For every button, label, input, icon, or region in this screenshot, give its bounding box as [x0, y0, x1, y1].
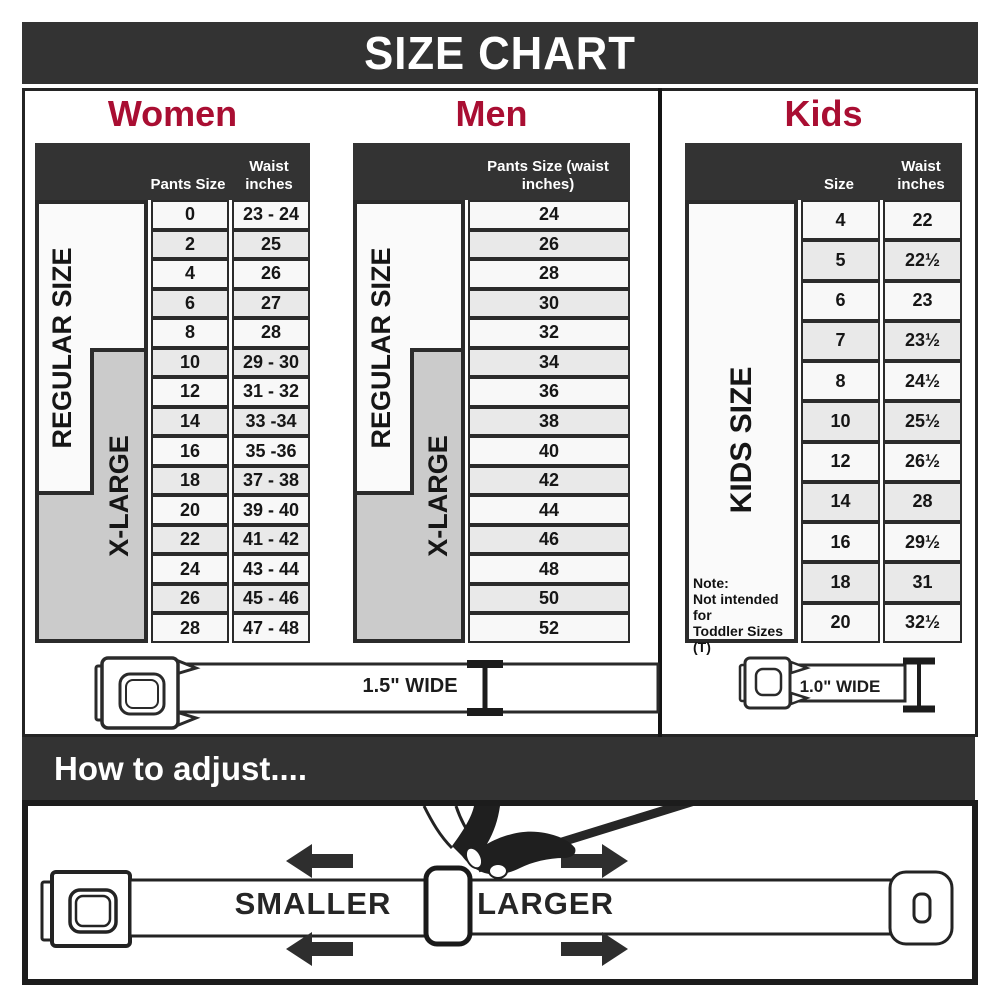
kids-section-title: Kids [784, 93, 863, 134]
table-cell: 14 [151, 407, 229, 437]
table-row [798, 562, 962, 602]
table-cell: 18 [151, 466, 229, 496]
table-cell: 32 [468, 318, 630, 348]
table-row [465, 554, 630, 584]
kids-size-table [685, 143, 962, 656]
table-cell: 5 [801, 240, 880, 280]
table-cell: 22½ [883, 240, 962, 280]
table-row [465, 525, 630, 555]
belt-adjuster-slider-icon [426, 868, 470, 944]
kids-toddler-note [693, 575, 799, 655]
table-row [465, 259, 630, 289]
table-cell: 28 [883, 482, 962, 522]
women-pants-size-header: Pants Size [150, 176, 226, 194]
table-row [148, 525, 310, 555]
table-cell: 26½ [883, 442, 962, 482]
kids-table-rows [798, 200, 962, 643]
table-cell: 44 [468, 495, 630, 525]
table-row [148, 348, 310, 378]
table-row [465, 584, 630, 614]
men-pants-size-header: Pants Size (waist inches) [487, 157, 609, 194]
table-cell: 35 -36 [232, 436, 310, 466]
table-cell: 38 [468, 407, 630, 437]
table-cell: 31 - 32 [232, 377, 310, 407]
table-cell: 23 [883, 281, 962, 321]
table-row [798, 603, 962, 643]
table-cell: 18 [801, 562, 880, 602]
table-cell: 4 [801, 200, 880, 240]
table-cell: 25½ [883, 401, 962, 441]
table-cell: 27 [232, 289, 310, 319]
table-row [148, 554, 310, 584]
table-cell: 12 [151, 377, 229, 407]
table-row [148, 318, 310, 348]
table-cell: 41 - 42 [232, 525, 310, 555]
table-cell: 16 [801, 522, 880, 562]
table-cell: 8 [801, 361, 880, 401]
kids-belt-width-label: 1.0" WIDE [799, 677, 881, 696]
women-regular-size-label: REGULAR SIZE [47, 247, 77, 449]
how-to-adjust-title: How to adjust.... [54, 749, 307, 787]
table-cell: 0 [151, 200, 229, 230]
table-row [148, 584, 310, 614]
table-cell: 42 [468, 466, 630, 496]
title-bar [22, 22, 978, 84]
table-row [798, 200, 962, 240]
table-cell: 25 [232, 230, 310, 260]
table-cell: 24 [468, 200, 630, 230]
table-cell: 16 [151, 436, 229, 466]
table-row [148, 289, 310, 319]
table-cell: 10 [151, 348, 229, 378]
table-cell: 4 [151, 259, 229, 289]
table-cell: 26 [232, 259, 310, 289]
table-row [148, 230, 310, 260]
table-row [798, 482, 962, 522]
table-cell: 20 [151, 495, 229, 525]
table-row [798, 321, 962, 361]
width-measure-ibeam-icon [903, 660, 935, 710]
table-cell: 7 [801, 321, 880, 361]
table-row [465, 377, 630, 407]
table-row [148, 436, 310, 466]
table-row [798, 240, 962, 280]
table-cell: 39 - 40 [232, 495, 310, 525]
table-row [465, 289, 630, 319]
table-row [148, 466, 310, 496]
table-cell: 30 [468, 289, 630, 319]
table-cell: 33 -34 [232, 407, 310, 437]
table-row [798, 401, 962, 441]
table-cell: 24½ [883, 361, 962, 401]
table-cell: 37 - 38 [232, 466, 310, 496]
women-size-group-labels [35, 200, 148, 643]
men-size-table [353, 143, 630, 643]
table-cell: 28 [151, 613, 229, 643]
table-row [148, 377, 310, 407]
table-cell: 46 [468, 525, 630, 555]
table-row [148, 200, 310, 230]
table-cell: 23 - 24 [232, 200, 310, 230]
kids-size-header: Size [823, 176, 854, 194]
table-row [465, 495, 630, 525]
table-cell: 26 [468, 230, 630, 260]
table-row [148, 613, 310, 643]
men-section-title: Men [455, 93, 528, 134]
table-cell: 20 [801, 603, 880, 643]
table-cell: 29 - 30 [232, 348, 310, 378]
how-to-adjust-bar [22, 737, 975, 800]
table-cell: 22 [883, 200, 962, 240]
table-cell: 50 [468, 584, 630, 614]
table-row [465, 436, 630, 466]
adult-belt-width-label: 1.5" WIDE [362, 674, 458, 697]
table-cell: 2 [151, 230, 229, 260]
table-cell: 29½ [883, 522, 962, 562]
table-cell: 47 - 48 [232, 613, 310, 643]
table-row [465, 613, 630, 643]
table-cell: 12 [801, 442, 880, 482]
note-line: Toddler Sizes (T) [693, 623, 783, 656]
women-waist-header: Waist inches [245, 157, 293, 194]
kids-panel-divider [658, 88, 662, 737]
table-cell: 14 [801, 482, 880, 522]
table-row [798, 522, 962, 562]
table-cell: 48 [468, 554, 630, 584]
table-row [465, 466, 630, 496]
table-row [798, 442, 962, 482]
table-cell: 28 [468, 259, 630, 289]
table-cell: 8 [151, 318, 229, 348]
women-size-table [35, 143, 310, 643]
women-section-title: Women [107, 93, 238, 134]
table-row [465, 348, 630, 378]
kids-waist-header: Waist inches [897, 157, 945, 194]
table-row [148, 259, 310, 289]
note-line: Note: [693, 575, 729, 591]
table-cell: 28 [232, 318, 310, 348]
table-cell: 22 [151, 525, 229, 555]
table-cell: 24 [151, 554, 229, 584]
table-cell: 23½ [883, 321, 962, 361]
note-line: Not intended for [693, 591, 779, 624]
table-cell: 32½ [883, 603, 962, 643]
table-cell: 43 - 44 [232, 554, 310, 584]
kids-size-vertical-label: KIDS SIZE [725, 366, 758, 514]
table-row [148, 407, 310, 437]
women-table-rows [148, 200, 310, 643]
table-cell: 31 [883, 562, 962, 602]
larger-label: LARGER [477, 886, 614, 921]
table-row [798, 281, 962, 321]
table-cell: 36 [468, 377, 630, 407]
table-cell: 10 [801, 401, 880, 441]
table-cell: 40 [468, 436, 630, 466]
table-cell: 52 [468, 613, 630, 643]
table-cell: 6 [801, 281, 880, 321]
table-cell: 6 [151, 289, 229, 319]
women-xlarge-label: X-LARGE [104, 435, 134, 557]
smaller-label: SMALLER [234, 886, 392, 921]
table-row [148, 495, 310, 525]
men-regular-size-label: REGULAR SIZE [366, 247, 396, 449]
table-row [465, 200, 630, 230]
men-xlarge-label: X-LARGE [423, 435, 453, 557]
men-table-rows [465, 200, 630, 643]
page-title: SIZE CHART [364, 27, 636, 79]
table-cell: 26 [151, 584, 229, 614]
table-row [465, 407, 630, 437]
table-cell: 45 - 46 [232, 584, 310, 614]
men-size-group-labels [353, 200, 465, 643]
table-row [465, 230, 630, 260]
table-row [465, 318, 630, 348]
table-cell: 34 [468, 348, 630, 378]
table-row [798, 361, 962, 401]
